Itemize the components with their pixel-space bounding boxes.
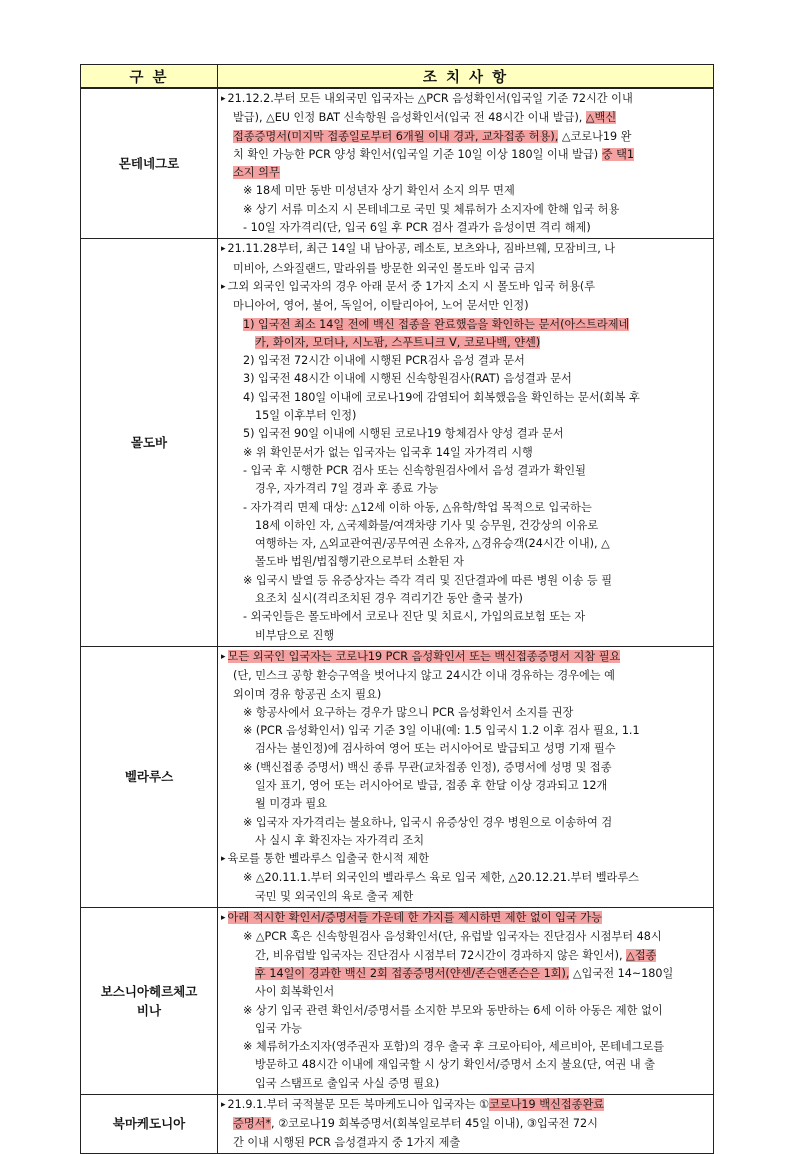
text-line — [221, 128, 709, 146]
text-line: 월 미경과 필요 — [255, 797, 327, 811]
text-line: ▸ 육로를 통한 벨라루스 입출국 한시적 제한 — [221, 850, 709, 869]
text-line: 몰도바 법원/법집행기관으로부터 소환된 자 — [255, 555, 464, 569]
header-measures: 조 치 사 항 — [218, 65, 714, 89]
text-line: - 자가격리 면제 대상: △12세 이하 아동, △유학/학업 목적으로 입국하는 — [243, 500, 592, 514]
text-line — [221, 1115, 709, 1133]
measures-cell — [218, 908, 714, 1095]
text-line — [221, 316, 709, 334]
highlighted-text: △백신 — [585, 111, 617, 125]
text-line: 3) 입국전 48시간 이내에 시행된 신속항원검사(RAT) 음성결과 문서 — [243, 372, 572, 386]
country-name: 몬테네그로 — [81, 88, 218, 239]
text-line: ※ 18세 미만 동반 미성년자 상기 확인서 소지 의무 면제 — [243, 184, 515, 198]
text-segment: 발급), △EU 인정 BAT 신속항원 음성확인서(입국 전 48시간 이내 발급), — [233, 111, 583, 125]
text-line: 15일 이후부터 인정) — [255, 409, 357, 423]
text-line: 입국 가능 — [255, 1021, 302, 1035]
highlighted-text: 소지 의무 — [233, 166, 280, 180]
text-line — [221, 1096, 709, 1115]
table-row — [81, 1095, 714, 1154]
text-line: 4) 입국전 180일 이내에 코로나19에 감염되어 회복했음을 확인하는 문서(회복 후 — [243, 390, 640, 404]
text-line: - 외국인들은 몰도바에서 코로나 진단 및 치료시, 가입의료보험 또는 자 — [243, 610, 586, 624]
highlighted-text: 모든 외국인 입국자는 코로나19 PCR 음성확인서 또는 백신접종증명서 지참 필요 — [227, 649, 621, 663]
text-line: ※ 위 확인문서가 없는 입국자는 입국후 14일 자가격리 시행 — [243, 445, 533, 459]
table-row — [81, 908, 714, 1095]
highlighted-text: 후 14일이 경과한 백신 2회 접종증명서(얀센/존슨앤존슨은 1회), — [255, 966, 570, 980]
text-line: 여행하는 자, △외교관여권/공무여권 소유자, △경유승객(24시간 이내), △ — [255, 537, 610, 551]
table-row — [81, 646, 714, 907]
text-line: 사 실시 후 확진자는 자가격리 조치 — [255, 833, 425, 847]
text-line: - 입국 후 시행한 PCR 검사 또는 신속항원검사에서 음성 결과가 확인될 — [243, 463, 586, 477]
text-line: 입국 스탬프로 출입국 사실 증명 필요) — [255, 1076, 440, 1090]
text-segment: 간, 비유럽발 입국자는 진단검사 시점부터 72시간이 경과하지 않은 확인서), — [255, 948, 623, 962]
country-name: 몰도바 — [81, 239, 218, 647]
text-line: - 10일 자가격리(단, 입국 6일 후 PCR 검사 결과가 음성이면 격리 해제) — [243, 221, 591, 235]
text-segment: 21.9.1.부터 국적불문 모든 북마케도니아 입국자는 ① — [227, 1098, 490, 1112]
text-line: 일자 표기, 영어 또는 러시아어로 발급, 접종 후 한달 이상 경과되고 12개 — [255, 778, 608, 792]
highlighted-text: 접종증명서(미지막 접종일로부터 6개월 이내 경과, 교차접종 허용), — [233, 129, 559, 143]
measures-cell — [218, 239, 714, 647]
highlighted-text: 1) 입국전 최소 14일 전에 백신 접종을 완료했음을 확인하는 문서(아스트라제네 — [243, 317, 630, 331]
text-line — [221, 334, 709, 352]
text-line: (단, 민스크 공항 환승구역을 벗어나지 않고 24시간 이내 경유하는 경우에는 예 — [233, 669, 615, 683]
highlighted-text: 카, 화이자, 모더나, 시노팜, 스푸트니크 V, 코로나백, 얀센) — [255, 335, 541, 349]
text-line — [221, 965, 709, 983]
text-line: 국민 및 외국인의 육로 출국 제한 — [255, 889, 414, 903]
measures-cell — [218, 1095, 714, 1154]
text-line: ※ (백신접종 증명서) 백신 종류 무관(교차접종 인정), 증명서에 성명 및 접종 — [243, 760, 612, 774]
highlighted-text: △접종 — [626, 948, 657, 962]
text-line: 방문하고 48시간 이내에 재입국할 시 상기 확인서/증명서 소지 불요(단, 여권 내 출 — [255, 1058, 656, 1072]
text-line: ※ (PCR 음성확인서) 입국 기준 3일 이내(예: 1.5 입국시 1.2 이후 검사 필요, 1.1 — [243, 724, 640, 738]
measures-table — [80, 64, 714, 1154]
country-name: 보스니아헤르체고비나 — [81, 908, 218, 1095]
highlighted-text: 코로나19 백신접종완료 — [489, 1098, 605, 1112]
text-line — [221, 909, 709, 928]
table-row — [81, 88, 714, 239]
text-line: ※ 항공사에서 요구하는 경우가 많으니 PCR 음성확인서 소지를 권장 — [243, 705, 574, 719]
text-line: 미비아, 스와질랜드, 말라위를 방문한 외국인 몰도바 입국 금지 — [233, 261, 536, 275]
measures-cell — [218, 88, 714, 239]
country-name: 벨라루스 — [81, 646, 218, 907]
text-line — [221, 164, 709, 182]
text-segment: 치 확인 가능한 PCR 양성 확인서(입국일 기준 10일 이상 180일 이내 발급) — [233, 147, 599, 161]
text-line: 경우, 자가격리 7일 경과 후 종료 가능 — [255, 482, 439, 496]
text-line: 비부담으로 진행 — [255, 628, 335, 642]
text-line: ※ 입국자 자가격리는 불요하나, 입국시 유증상인 경우 병원으로 이송하여 검 — [243, 815, 613, 829]
text-line: 요조치 실시(격리조치된 경우 격리기간 동안 출국 불가) — [255, 592, 523, 606]
text-line: 2) 입국전 72시간 이내에 시행된 PCR검사 음성 결과 문서 — [243, 354, 525, 368]
text-line: ※ 체류허가소지자(영주권자 포함)의 경우 출국 후 크로아티아, 세르비아, 몬테네그로를 — [243, 1040, 665, 1054]
text-line: 검사는 불인정)에 검사하여 영어 또는 러시아어로 발급되고 성명 기재 필수 — [255, 742, 616, 756]
highlighted-text: 중 택1 — [601, 147, 634, 161]
highlighted-text: 증명서* — [233, 1117, 272, 1131]
highlighted-text: 아래 적시한 확인서/증명서들 가운데 한 가지를 제시하면 제한 없이 입국 가능 — [227, 911, 602, 925]
country-name: 북마케도니아 — [81, 1095, 218, 1154]
text-line — [221, 648, 709, 667]
text-line — [221, 146, 709, 164]
text-line: 외이며 경유 항공권 소지 필요) — [233, 687, 382, 701]
measures-cell — [218, 646, 714, 907]
text-line: ※ 상기 서류 미소지 시 몬테네그로 국민 및 체류허가 소지자에 한해 입국 허용 — [243, 202, 620, 216]
text-line: 마니아어, 영어, 불어, 독일어, 이탈리아어, 노어 문서만 인정) — [233, 299, 529, 313]
text-line: 간 이내 시행된 PCR 음성결과지 중 1가지 제출 — [233, 1135, 461, 1149]
text-line: ▸ 21.11.28부터, 최근 14일 내 남아공, 레소토, 보츠와나, 짐바브웨, 모잠비크, 나 — [221, 240, 709, 259]
text-line: 사이 회복확인서 — [255, 985, 335, 999]
table-row — [81, 239, 714, 647]
text-line: ※ 상기 입국 관련 확인서/증명서를 소지한 부모와 동반하는 6세 이하 아동은 제한 없이 — [243, 1003, 663, 1017]
header-category: 구 분 — [81, 65, 218, 89]
text-line: 5) 입국전 90일 이내에 시행된 코로나19 항체검사 양성 결과 문서 — [243, 427, 564, 441]
text-line — [221, 947, 709, 965]
table-header-row — [81, 65, 714, 89]
text-line: ▸ 그외 외국인 입국자의 경우 아래 문서 중 1가지 소지 시 몰도바 입국 허용(루 — [221, 278, 709, 297]
text-line: ▸ 21.12.2.부터 모든 내외국민 입국자는 △PCR 음성확인서(입국일 기준 72시간 이내 — [221, 90, 709, 109]
text-segment: , ②코로나19 회복증명서(회복일로부터 45일 이내), ③입국전 72시 — [271, 1117, 598, 1131]
text-segment: △코로나19 완 — [561, 129, 632, 143]
text-line: ※ 입국시 발열 등 유증상자는 즉각 격리 및 진단결과에 따른 병원 이송 등 필 — [243, 573, 613, 587]
text-line: ※ △PCR 혹은 신속항원검사 음성확인서(단, 유럽발 입국자는 진단검사 시점부터 48시 — [243, 930, 662, 944]
text-line: 18세 이하인 자, △국제화물/여객차량 기사 및 승무원, 건강상의 이유로 — [255, 518, 599, 532]
text-segment: △입국전 14~180일 — [573, 966, 674, 980]
text-line — [221, 109, 709, 127]
text-line: ※ △20.11.1.부터 외국인의 벨라루스 육로 입국 제한, △20.12.21.부터 벨라루스 — [243, 871, 639, 885]
